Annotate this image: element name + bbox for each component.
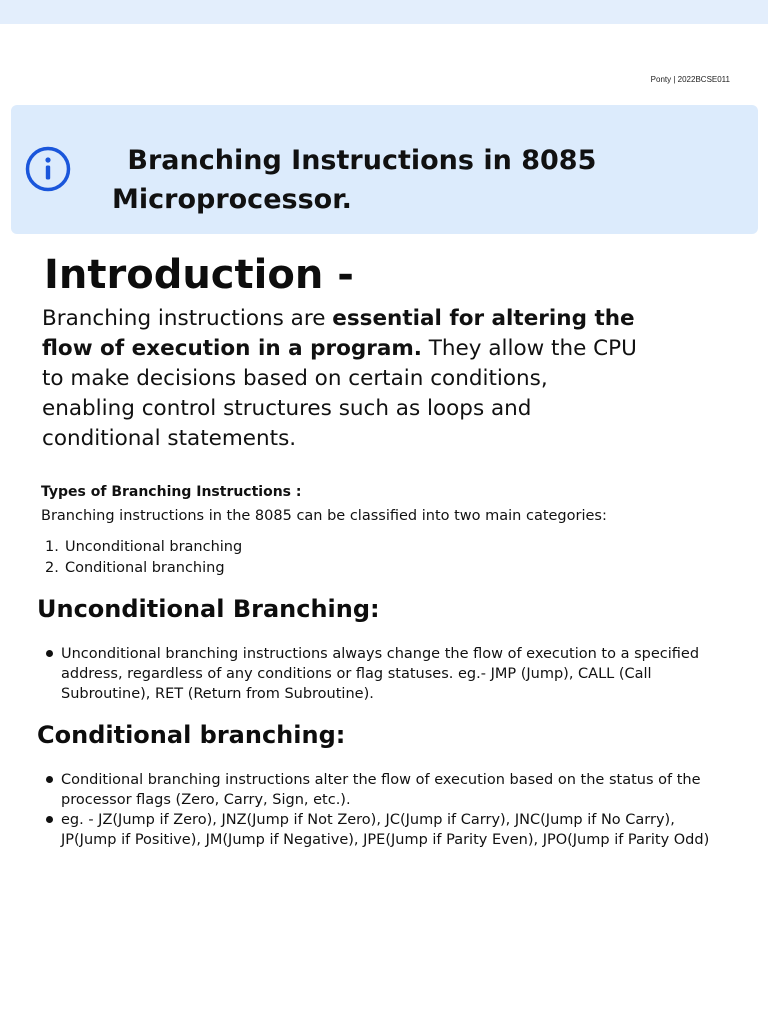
conditional-heading: Conditional branching: [37, 721, 346, 749]
intro-heading: Introduction - [44, 252, 354, 298]
list-item [41, 537, 242, 558]
bullet-item: Unconditional branching instructions always change the flow of execution to a specified address, regardless of any conditions or flag statuses. eg.- JMP (Jump), CALL (Call Subroutine), RET (Return from Subroutine). [44, 644, 734, 704]
info-circle-icon [25, 146, 71, 192]
list-item-label: Conditional branching [65, 560, 225, 576]
list-item-label: Unconditional branching [65, 539, 243, 555]
list-item-number: 1. [45, 539, 59, 555]
page-title [112, 141, 597, 219]
intro-paragraph [42, 304, 642, 454]
bullet-item: Conditional branching instructions alter the flow of execution based on the status of the processor flags (Zero, Carry, Sign, etc.). [44, 770, 734, 810]
conditional-bullets [44, 770, 734, 850]
header-meta: Ponty | 2022BCSE011 [650, 75, 730, 84]
title-line-2: Microprocessor. [112, 184, 352, 215]
intro-text-part-2: They allow the CPU to make decisions based on certain conditions, enabling control structures such as loops and conditional statements. [42, 336, 637, 451]
types-heading: Types of Branching Instructions : [41, 484, 302, 500]
intro-text-part-1: Branching instructions are [42, 306, 333, 331]
types-text: Branching instructions in the 8085 can be classified into two main categories: [41, 508, 607, 524]
title-line-1: Branching Instructions in 8085 [118, 145, 597, 176]
types-list [41, 537, 242, 579]
list-item [41, 558, 242, 579]
unconditional-bullets [44, 644, 734, 704]
intro-text-bold: essential for altering the flow of execution in a program. [42, 306, 635, 361]
top-strip [0, 0, 768, 24]
title-callout [11, 105, 758, 234]
unconditional-heading: Unconditional Branching: [37, 595, 380, 623]
bullet-item: eg. - JZ(Jump if Zero), JNZ(Jump if Not Zero), JC(Jump if Carry), JNC(Jump if No Carry), JP(Jump if Positive), JM(Jump if Negative), JPE(Jump if Parity Even), JPO(Jump if Parity Odd) [44, 810, 734, 850]
list-item-number: 2. [45, 560, 59, 576]
